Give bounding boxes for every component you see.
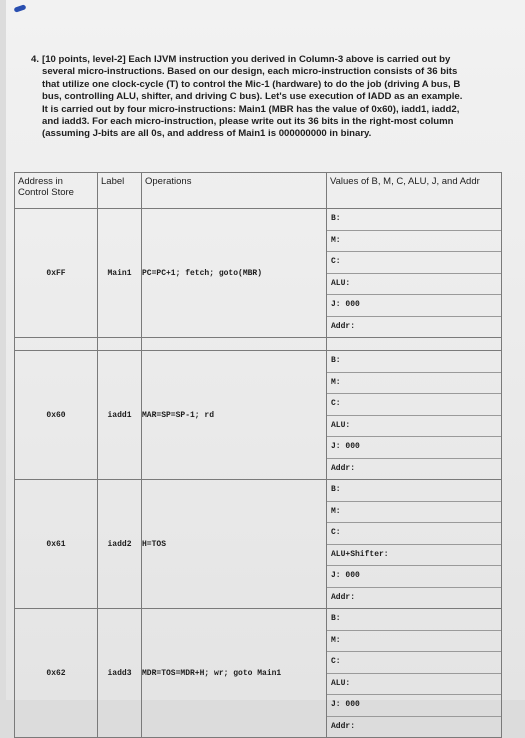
value-field[interactable]: C: [327, 252, 501, 274]
row-values [327, 609, 502, 738]
table-row [15, 609, 502, 738]
header-values: Values of B, M, C, ALU, J, and Addr [327, 173, 502, 209]
question-line: [10 points, level-2] Each IJVM instruction you derived in Column-3 above is carried out by [42, 54, 451, 65]
value-field[interactable]: ALU: [327, 274, 501, 296]
value-field[interactable]: M: [327, 373, 501, 395]
value-field[interactable]: B: [327, 209, 501, 231]
row-operations: PC=PC+1; fetch; goto(MBR) [142, 209, 327, 338]
question-line: and iadd3. For each micro-instruction, please write out its 36 bits in the right-most column [42, 116, 454, 128]
ink-mark [14, 4, 27, 12]
row-label: iadd3 [98, 609, 142, 738]
value-field[interactable]: ALU: [327, 674, 501, 696]
row-values [327, 209, 502, 338]
spacer-cell [15, 338, 98, 351]
value-field[interactable]: B: [327, 609, 501, 631]
row-operations: MDR=TOS=MDR+H; wr; goto Main1 [142, 609, 327, 738]
value-field[interactable]: ALU: [327, 416, 501, 438]
question-line: several micro-instructions. Based on our design, each micro-instruction consists of 36 bits [42, 66, 458, 78]
row-label: Main1 [98, 209, 142, 338]
value-field[interactable]: Addr: [331, 721, 356, 731]
question-line: that utilize one clock-cycle (T) to control the Mic-1 (hardware) to do the job (driving A bus, B [42, 78, 461, 90]
table-row [15, 480, 502, 609]
table-header-row [15, 173, 502, 209]
row-address: 0x62 [15, 609, 98, 738]
header-operations: Operations [142, 173, 327, 209]
question-line: (assuming J-bits are all 0s, and address of Main1 is 000000000 in binary. [42, 128, 372, 140]
question-line: It is carried out by four micro-instructions: Main1 (MBR has the value of 0x60), iadd1, iadd2, [42, 103, 460, 115]
value-field[interactable]: M: [327, 502, 501, 524]
value-field[interactable]: B: [327, 480, 501, 502]
value-field[interactable]: Addr: [331, 321, 356, 331]
row-values [327, 480, 502, 609]
value-field[interactable]: J: 000 [327, 295, 501, 317]
row-values [327, 351, 502, 480]
spacer-cell [327, 338, 502, 351]
microinstruction-table [14, 172, 502, 738]
question-number: 4. [31, 54, 40, 65]
header-address: Address in Control Store [15, 173, 98, 209]
question-text [31, 54, 501, 141]
value-field[interactable]: J: 000 [327, 566, 501, 588]
value-field[interactable]: C: [327, 523, 501, 545]
value-field[interactable]: M: [327, 231, 501, 253]
table-row [15, 351, 502, 480]
value-field[interactable]: B: [327, 351, 501, 373]
row-label: iadd2 [98, 480, 142, 609]
spacer-row [15, 338, 502, 351]
value-field[interactable]: ALU+Shifter: [327, 545, 501, 567]
row-address: 0xFF [15, 209, 98, 338]
row-address: 0x61 [15, 480, 98, 609]
value-field[interactable]: Addr: [331, 463, 356, 473]
question-body [42, 54, 501, 141]
value-field[interactable]: C: [327, 394, 501, 416]
header-label: Label [98, 173, 142, 209]
row-address: 0x60 [15, 351, 98, 480]
value-field[interactable]: C: [327, 652, 501, 674]
spacer-cell [142, 338, 327, 351]
row-label: iadd1 [98, 351, 142, 480]
value-field[interactable]: J: 000 [327, 437, 501, 459]
row-operations: MAR=SP=SP-1; rd [142, 351, 327, 480]
value-field[interactable]: M: [327, 631, 501, 653]
table-row [15, 209, 502, 338]
value-field[interactable]: J: 000 [327, 695, 501, 717]
question-line: bus, controlling ALU, shifter, and driving C bus). Let's use execution of IADD as an example. [42, 91, 463, 103]
value-field[interactable]: Addr: [331, 592, 356, 602]
row-operations: H=TOS [142, 480, 327, 609]
spacer-cell [98, 338, 142, 351]
